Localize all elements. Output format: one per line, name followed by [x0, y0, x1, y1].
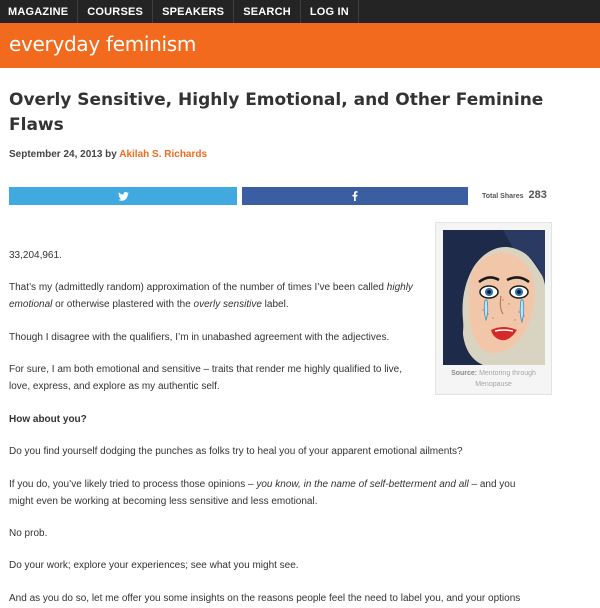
nav-item-log-in[interactable]: LOG IN: [309, 5, 349, 18]
page-title: Overly Sensitive, Highly Emotional, and Other Feminine Flaws: [9, 90, 544, 135]
post-date: September 24, 2013: [9, 149, 103, 160]
text-run: or otherwise plastered with the: [52, 298, 194, 310]
caption-source-label: Source:: [451, 370, 478, 377]
top-navigation: [0, 0, 600, 23]
article-paragraph: 33,204,961.: [9, 250, 62, 261]
emphasis-text: overly sensitive: [193, 298, 262, 310]
total-shares-count: 283: [528, 189, 547, 201]
article-paragraph: Do you find yourself dodging the punches as folks try to heal you of your apparent emotional ailments?: [9, 446, 463, 457]
article-paragraph: [9, 477, 539, 510]
facebook-share-button[interactable]: [242, 187, 468, 205]
article-paragraph: [9, 280, 419, 313]
article-paragraph: Though I disagree with the qualifiers, I’m in unabashed agreement with the adjectives.: [9, 332, 390, 343]
twitter-bird-icon: [118, 192, 129, 201]
text-run: If you do, you’ve likely tried to process those opinions –: [9, 479, 257, 490]
text-run: label.: [261, 298, 289, 310]
article-paragraph: And as you do so, let me offer you some insights on the reasons people feel the need to label you, and your options: [9, 593, 521, 604]
nav-divider: [358, 0, 359, 23]
twitter-share-button[interactable]: [9, 187, 237, 205]
brand-header: [0, 23, 600, 68]
nav-item-courses[interactable]: COURSES: [87, 5, 144, 18]
total-shares-counter: [482, 189, 547, 201]
figure-caption: [436, 368, 551, 390]
post-byline: [9, 149, 207, 160]
emphasis-text: highly emotional: [9, 282, 413, 310]
text-run: That’s my (admittedly random) approximation of the number of times I’ve been called: [9, 282, 387, 293]
site-logo[interactable]: everyday feminism: [9, 32, 197, 56]
total-shares-label: Total Shares: [482, 193, 524, 200]
nav-item-magazine[interactable]: MAGAZINE: [8, 5, 69, 18]
text-run: – and you might even be working at becoming less sensitive and less emotional.: [9, 479, 516, 507]
byline-by: by: [102, 149, 120, 160]
article-paragraph: No prob.: [9, 528, 48, 539]
nav-item-search[interactable]: SEARCH: [243, 5, 291, 18]
article-paragraph: For sure, I am both emotional and sensitive – traits that render me highly qualified to live, love, express, and explore as my authentic self.: [9, 364, 402, 392]
emphasis-text: you know, in the name of self-betterment and all: [256, 479, 469, 490]
nav-item-speakers[interactable]: SPEAKERS: [162, 5, 225, 18]
caption-source-text[interactable]: Mentoring through Menopause: [475, 370, 536, 388]
facebook-f-icon: [352, 191, 358, 201]
author-link[interactable]: Akilah S. Richards: [119, 149, 208, 160]
article-subheading: How about you?: [9, 414, 87, 425]
article-paragraph: Do your work; explore your experiences; see what you might see.: [9, 560, 299, 571]
